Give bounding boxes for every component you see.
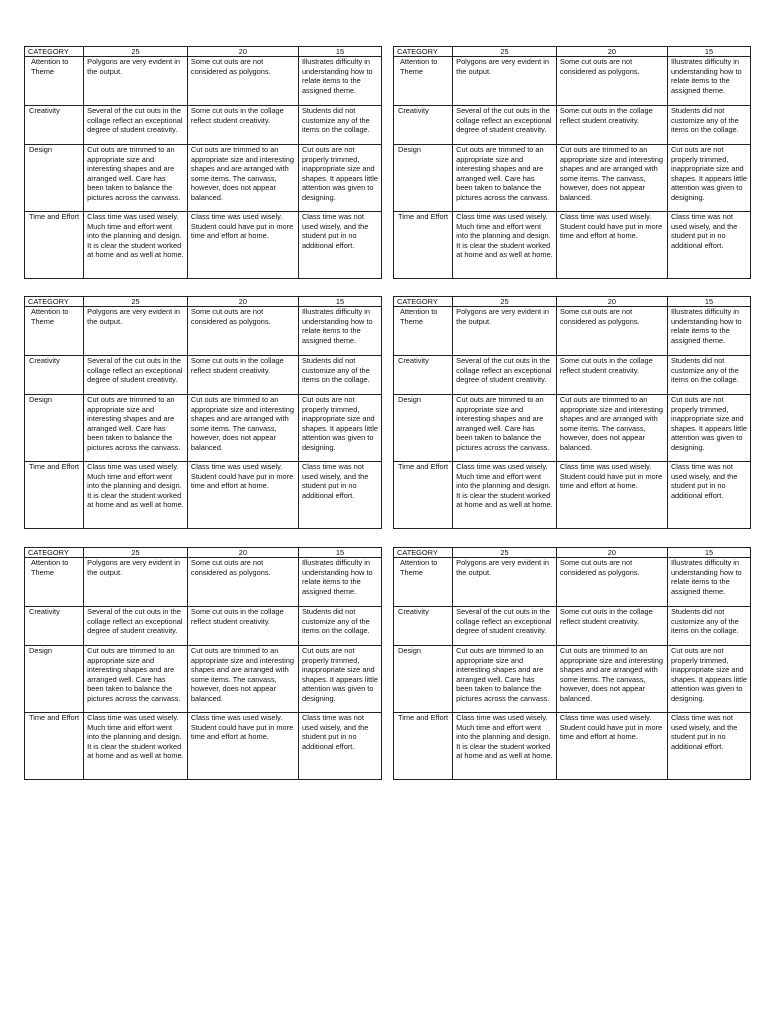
score-25-cell: Class time was used wisely. Much time and effort went into the planning and design. It is clear the student worked at home and as well at home. <box>453 212 557 279</box>
score-20-cell: Class time was used wisely. Student could have put in more time and effort at home. <box>556 462 667 529</box>
score-20-cell: Some cut outs in the collage reflect student creativity. <box>556 607 667 646</box>
rubric-row-design <box>394 646 751 713</box>
score-25-cell: Several of the cut outs in the collage reflect an exceptional degree of student creativity. <box>453 356 557 395</box>
rubric-header-row <box>25 47 382 57</box>
rubric-row-design <box>394 395 751 462</box>
rubric-row-design <box>394 145 751 212</box>
score-15-cell: Illustrates difficulty in understanding how to relate items to the assigned theme. <box>667 307 750 356</box>
category-cell: Attention to Theme <box>25 57 84 106</box>
category-cell: Creativity <box>394 356 453 395</box>
score-20-cell: Cut outs are trimmed to an appropriate size and interesting shapes and are arranged with some items. The canvass, however, does not appear balanced. <box>187 145 298 212</box>
rubric-row-time-and-effort <box>25 462 382 529</box>
score-15-cell: Class time was not used wisely, and the student put in no additional effort. <box>667 713 750 780</box>
rubric-row-time-and-effort <box>394 212 751 279</box>
score-15-header: 15 <box>667 47 750 57</box>
category-cell: Design <box>25 395 84 462</box>
score-25-header: 25 <box>453 297 557 307</box>
score-15-header: 15 <box>667 297 750 307</box>
score-20-cell: Cut outs are trimmed to an appropriate size and interesting shapes and are arranged with some items. The canvass, however, does not appear balanced. <box>556 395 667 462</box>
score-15-cell: Class time was not used wisely, and the student put in no additional effort. <box>298 713 381 780</box>
rubric-copy-6 <box>393 547 751 780</box>
score-20-cell: Class time was used wisely. Student could have put in more time and effort at home. <box>556 713 667 780</box>
category-header: CATEGORY <box>25 297 84 307</box>
score-25-cell: Several of the cut outs in the collage reflect an exceptional degree of student creativity. <box>84 607 188 646</box>
category-cell: Attention to Theme <box>394 558 453 607</box>
score-25-cell: Polygons are very evident in the output. <box>453 558 557 607</box>
score-25-cell: Class time was used wisely. Much time and effort went into the planning and design. It is clear the student worked at home and as well at home. <box>84 462 188 529</box>
score-20-cell: Some cut outs are not considered as polygons. <box>556 558 667 607</box>
score-20-cell: Some cut outs are not considered as polygons. <box>556 307 667 356</box>
rubric-row-time-and-effort <box>25 713 382 780</box>
category-cell: Time and Effort <box>394 462 453 529</box>
rubric-row-creativity <box>394 607 751 646</box>
score-25-header: 25 <box>453 548 557 558</box>
rubric-row-creativity <box>25 106 382 145</box>
score-20-cell: Class time was used wisely. Student could have put in more time and effort at home. <box>187 462 298 529</box>
rubric-row-attention-to-theme <box>394 307 751 356</box>
rubric-copy-5 <box>24 547 382 780</box>
category-header: CATEGORY <box>394 548 453 558</box>
category-cell: Creativity <box>394 106 453 145</box>
score-20-cell: Some cut outs in the collage reflect student creativity. <box>187 106 298 145</box>
score-20-cell: Some cut outs in the collage reflect student creativity. <box>556 106 667 145</box>
score-15-cell: Class time was not used wisely, and the student put in no additional effort. <box>667 462 750 529</box>
rubric-row-creativity <box>25 607 382 646</box>
score-15-cell: Cut outs are not properly trimmed, inappropriate size and shapes. It appears little attention was given to designing. <box>298 145 381 212</box>
score-25-cell: Class time was used wisely. Much time and effort went into the planning and design. It is clear the student worked at home and as well at home. <box>84 713 188 780</box>
score-15-header: 15 <box>298 297 381 307</box>
rubric-row-creativity <box>394 356 751 395</box>
score-15-cell: Illustrates difficulty in understanding how to relate items to the assigned theme. <box>298 57 381 106</box>
score-20-header: 20 <box>187 297 298 307</box>
category-cell: Time and Effort <box>25 212 84 279</box>
score-20-cell: Cut outs are trimmed to an appropriate size and interesting shapes and are arranged with some items. The canvass, however, does not appear balanced. <box>556 646 667 713</box>
category-cell: Design <box>394 395 453 462</box>
score-15-cell: Illustrates difficulty in understanding how to relate items to the assigned theme. <box>667 558 750 607</box>
rubric-header-row <box>394 548 751 558</box>
score-25-cell: Cut outs are trimmed to an appropriate size and interesting shapes and are arranged well. Care has been taken to balance the pictures across the canvass. <box>453 395 557 462</box>
score-25-cell: Polygons are very evident in the output. <box>453 57 557 106</box>
score-15-header: 15 <box>667 548 750 558</box>
score-15-cell: Illustrates difficulty in understanding how to relate items to the assigned theme. <box>298 307 381 356</box>
rubric-row-creativity <box>25 356 382 395</box>
category-cell: Attention to Theme <box>25 558 84 607</box>
score-25-header: 25 <box>84 297 188 307</box>
category-header: CATEGORY <box>25 47 84 57</box>
category-cell: Creativity <box>25 356 84 395</box>
category-cell: Attention to Theme <box>394 307 453 356</box>
score-25-cell: Cut outs are trimmed to an appropriate size and interesting shapes and are arranged well. Care has been taken to balance the pictures across the canvass. <box>84 646 188 713</box>
category-cell: Creativity <box>25 106 84 145</box>
rubric-row-time-and-effort <box>394 462 751 529</box>
category-cell: Time and Effort <box>394 713 453 780</box>
category-cell: Design <box>394 646 453 713</box>
score-25-cell: Cut outs are trimmed to an appropriate size and interesting shapes and are arranged well. Care has been taken to balance the pictures across the canvass. <box>453 145 557 212</box>
category-cell: Design <box>394 145 453 212</box>
score-20-cell: Some cut outs are not considered as polygons. <box>187 558 298 607</box>
category-header: CATEGORY <box>394 47 453 57</box>
rubric-row-attention-to-theme <box>394 558 751 607</box>
score-15-cell: Illustrates difficulty in understanding how to relate items to the assigned theme. <box>667 57 750 106</box>
score-20-cell: Cut outs are trimmed to an appropriate size and interesting shapes and are arranged with some items. The canvass, however, does not appear balanced. <box>187 395 298 462</box>
score-25-cell: Several of the cut outs in the collage reflect an exceptional degree of student creativity. <box>453 106 557 145</box>
rubric-row-design <box>25 646 382 713</box>
score-15-cell: Cut outs are not properly trimmed, inappropriate size and shapes. It appears little attention was given to designing. <box>667 145 750 212</box>
score-15-cell: Students did not customize any of the items on the collage. <box>298 356 381 395</box>
score-20-header: 20 <box>556 548 667 558</box>
score-20-cell: Class time was used wisely. Student could have put in more time and effort at home. <box>187 713 298 780</box>
score-15-cell: Class time was not used wisely, and the student put in no additional effort. <box>298 462 381 529</box>
rubric-copy-4 <box>393 296 751 529</box>
category-header: CATEGORY <box>394 297 453 307</box>
category-cell: Creativity <box>394 607 453 646</box>
score-25-header: 25 <box>84 548 188 558</box>
score-20-cell: Some cut outs in the collage reflect student creativity. <box>187 356 298 395</box>
score-15-header: 15 <box>298 47 381 57</box>
rubric-row-attention-to-theme <box>394 57 751 106</box>
score-20-cell: Some cut outs are not considered as polygons. <box>556 57 667 106</box>
rubric-row-design <box>25 395 382 462</box>
score-25-cell: Several of the cut outs in the collage reflect an exceptional degree of student creativity. <box>84 106 188 145</box>
rubric-header-row <box>25 548 382 558</box>
score-20-cell: Some cut outs are not considered as polygons. <box>187 57 298 106</box>
score-20-cell: Cut outs are trimmed to an appropriate size and interesting shapes and are arranged with some items. The canvass, however, does not appear balanced. <box>556 145 667 212</box>
rubric-row-time-and-effort <box>394 713 751 780</box>
score-15-cell: Cut outs are not properly trimmed, inappropriate size and shapes. It appears little attention was given to designing. <box>298 646 381 713</box>
score-25-cell: Cut outs are trimmed to an appropriate size and interesting shapes and are arranged well. Care has been taken to balance the pictures across the canvass. <box>84 145 188 212</box>
score-15-cell: Cut outs are not properly trimmed, inappropriate size and shapes. It appears little attention was given to designing. <box>667 646 750 713</box>
score-25-cell: Polygons are very evident in the output. <box>84 57 188 106</box>
score-20-header: 20 <box>187 548 298 558</box>
score-20-cell: Class time was used wisely. Student could have put in more time and effort at home. <box>556 212 667 279</box>
score-15-cell: Class time was not used wisely, and the student put in no additional effort. <box>667 212 750 279</box>
score-25-cell: Cut outs are trimmed to an appropriate size and interesting shapes and are arranged well. Care has been taken to balance the pictures across the canvass. <box>453 646 557 713</box>
rubric-row-time-and-effort <box>25 212 382 279</box>
rubric-row-design <box>25 145 382 212</box>
score-20-cell: Some cut outs in the collage reflect student creativity. <box>556 356 667 395</box>
score-15-cell: Illustrates difficulty in understanding how to relate items to the assigned theme. <box>298 558 381 607</box>
score-25-cell: Cut outs are trimmed to an appropriate size and interesting shapes and are arranged well. Care has been taken to balance the pictures across the canvass. <box>84 395 188 462</box>
rubric-header-row <box>25 297 382 307</box>
score-20-cell: Cut outs are trimmed to an appropriate size and interesting shapes and are arranged with some items. The canvass, however, does not appear balanced. <box>187 646 298 713</box>
score-15-cell: Cut outs are not properly trimmed, inappropriate size and shapes. It appears little attention was given to designing. <box>298 395 381 462</box>
score-15-cell: Students did not customize any of the items on the collage. <box>298 607 381 646</box>
rubric-header-row <box>394 297 751 307</box>
score-20-header: 20 <box>187 47 298 57</box>
score-25-cell: Polygons are very evident in the output. <box>453 307 557 356</box>
score-20-cell: Some cut outs are not considered as polygons. <box>187 307 298 356</box>
category-cell: Design <box>25 646 84 713</box>
score-25-cell: Several of the cut outs in the collage reflect an exceptional degree of student creativity. <box>453 607 557 646</box>
category-cell: Attention to Theme <box>25 307 84 356</box>
category-cell: Time and Effort <box>25 713 84 780</box>
rubric-row-creativity <box>394 106 751 145</box>
score-20-header: 20 <box>556 297 667 307</box>
category-cell: Attention to Theme <box>394 57 453 106</box>
rubric-row-attention-to-theme <box>25 307 382 356</box>
score-15-cell: Students did not customize any of the items on the collage. <box>667 356 750 395</box>
score-25-cell: Several of the cut outs in the collage reflect an exceptional degree of student creativity. <box>84 356 188 395</box>
category-cell: Time and Effort <box>394 212 453 279</box>
rubric-copy-2 <box>393 46 751 279</box>
score-15-cell: Students did not customize any of the items on the collage. <box>667 607 750 646</box>
rubric-copy-1 <box>24 46 382 279</box>
score-15-header: 15 <box>298 548 381 558</box>
score-25-cell: Polygons are very evident in the output. <box>84 558 188 607</box>
score-25-header: 25 <box>453 47 557 57</box>
category-cell: Design <box>25 145 84 212</box>
score-25-cell: Class time was used wisely. Much time and effort went into the planning and design. It is clear the student worked at home and as well at home. <box>453 713 557 780</box>
score-25-cell: Polygons are very evident in the output. <box>84 307 188 356</box>
rubric-row-attention-to-theme <box>25 558 382 607</box>
score-15-cell: Cut outs are not properly trimmed, inappropriate size and shapes. It appears little attention was given to designing. <box>667 395 750 462</box>
rubric-row-attention-to-theme <box>25 57 382 106</box>
score-15-cell: Class time was not used wisely, and the student put in no additional effort. <box>298 212 381 279</box>
score-20-cell: Some cut outs in the collage reflect student creativity. <box>187 607 298 646</box>
rubric-header-row <box>394 47 751 57</box>
score-25-cell: Class time was used wisely. Much time and effort went into the planning and design. It is clear the student worked at home and as well at home. <box>84 212 188 279</box>
rubric-copy-3 <box>24 296 382 529</box>
score-20-header: 20 <box>556 47 667 57</box>
score-25-header: 25 <box>84 47 188 57</box>
category-header: CATEGORY <box>25 548 84 558</box>
score-15-cell: Students did not customize any of the items on the collage. <box>667 106 750 145</box>
category-cell: Creativity <box>25 607 84 646</box>
category-cell: Time and Effort <box>25 462 84 529</box>
score-25-cell: Class time was used wisely. Much time and effort went into the planning and design. It is clear the student worked at home and as well at home. <box>453 462 557 529</box>
score-20-cell: Class time was used wisely. Student could have put in more time and effort at home. <box>187 212 298 279</box>
score-15-cell: Students did not customize any of the items on the collage. <box>298 106 381 145</box>
